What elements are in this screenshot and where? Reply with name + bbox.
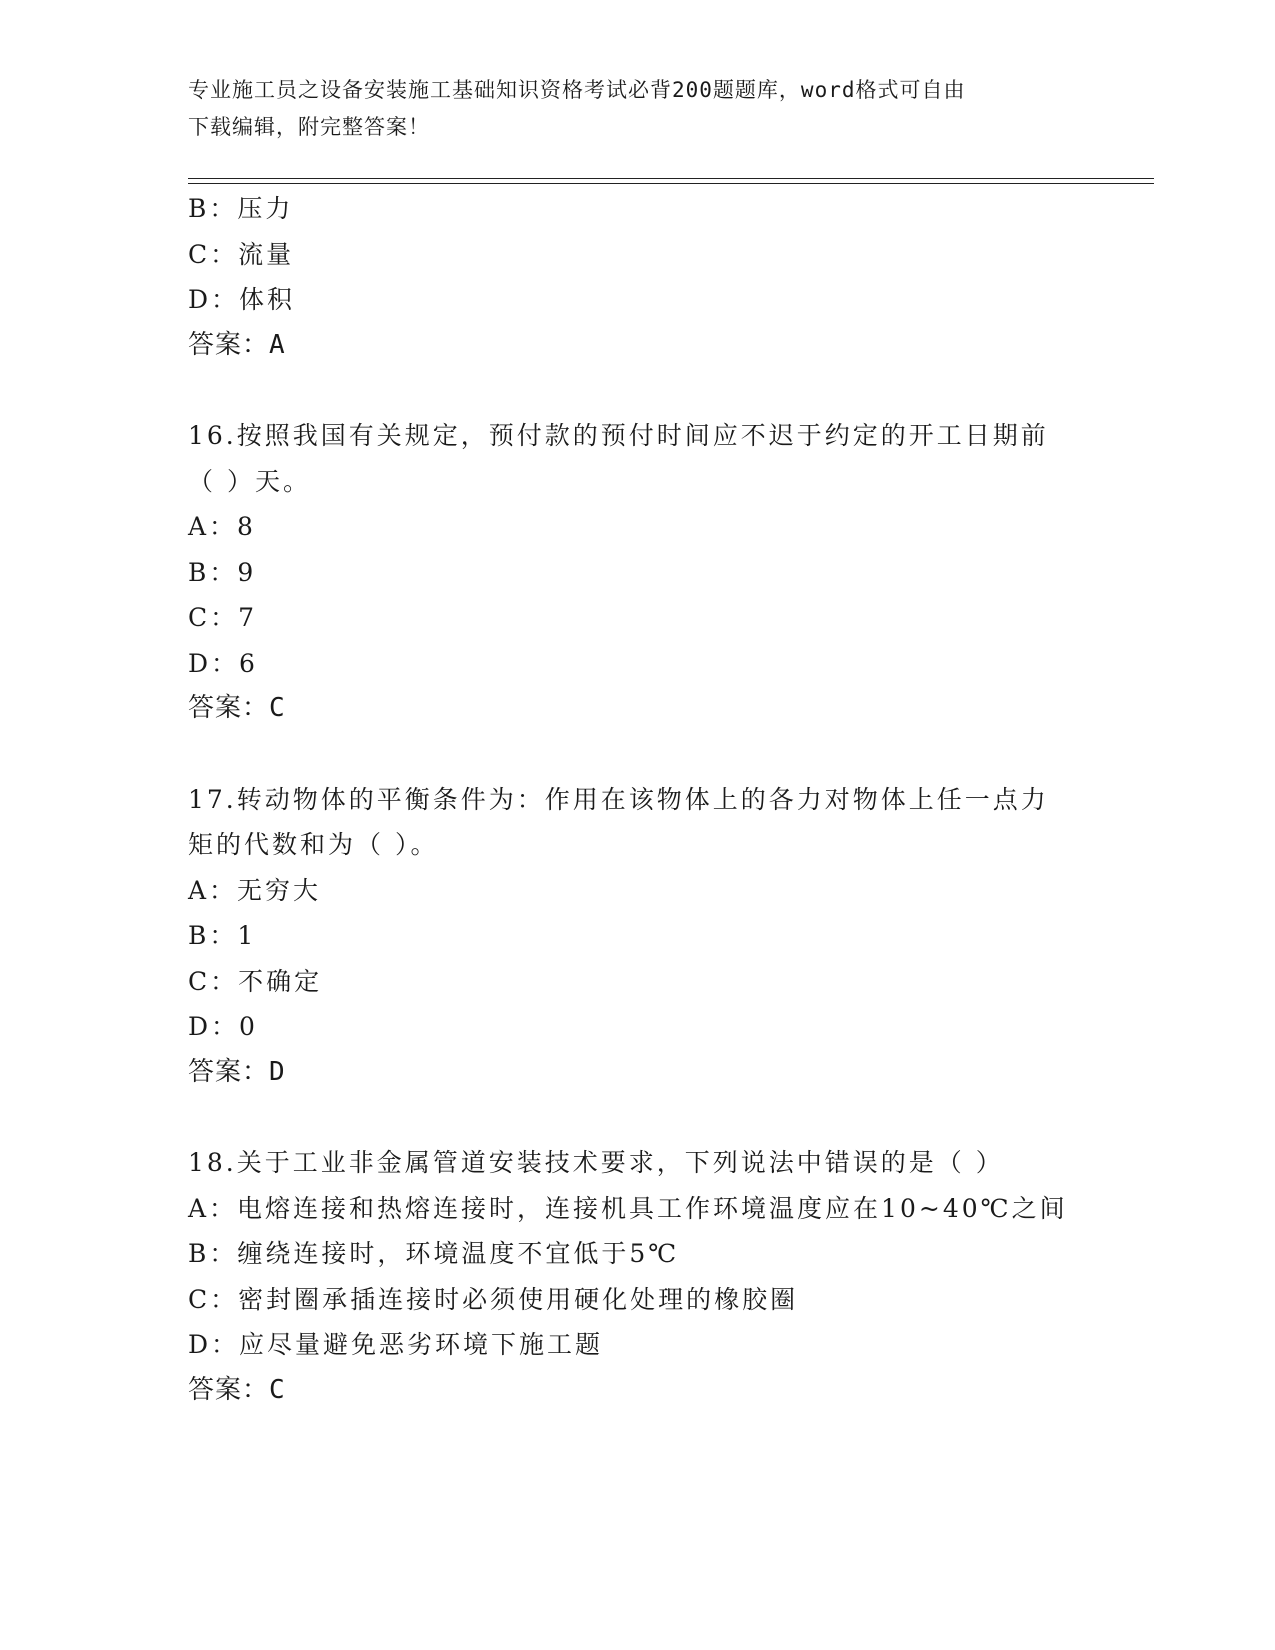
answer-line: 答案：C [188, 1374, 286, 1405]
option-d: D：6 [188, 648, 258, 678]
option-c: C：7 [188, 603, 258, 632]
answer-line: 答案：A [188, 329, 286, 360]
option-c: C：流量 [188, 239, 295, 269]
option-b: B：压力 [188, 194, 294, 223]
question-text-line-1: 18.关于工业非金属管道安装技术要求，下列说法中错误的是（ ） [188, 1148, 1004, 1177]
document-header [188, 72, 1088, 146]
option-d: D：0 [188, 1012, 258, 1041]
option-d: D：体积 [188, 285, 296, 314]
answer-line: 答案：D [188, 1056, 286, 1087]
header-rule-top [188, 178, 1154, 179]
option-a: A：无穷大 [188, 875, 322, 905]
header-line-1: 专业施工员之设备安装施工基础知识资格考试必背200题题库，word格式可自由 [188, 78, 966, 102]
question-text-line-1: 16.按照我国有关规定，预付款的预付时间应不迟于约定的开工日期前 [188, 421, 1049, 450]
option-b: B：1 [188, 921, 257, 950]
option-d: D：应尽量避免恶劣环境下施工题 [188, 1330, 604, 1359]
option-c: C：密封圈承插连接时必须使用硬化处理的橡胶圈 [188, 1284, 799, 1314]
document-body [188, 186, 1088, 1413]
question-text-line-2: （ ）天。 [188, 466, 311, 496]
header-line-2: 下载编辑，附完整答案！ [188, 115, 430, 139]
option-c: C：不确定 [188, 966, 323, 996]
answer-line: 答案：C [188, 693, 286, 723]
option-b: B：9 [188, 557, 257, 587]
option-a: A：电熔连接和热熔连接时，连接机具工作环境温度应在10~40℃之间 [188, 1193, 1068, 1223]
header-rule-bottom [188, 183, 1154, 184]
question-16 [188, 413, 1088, 732]
option-b: B：缠绕连接时，环境温度不宜低于5℃ [188, 1239, 680, 1268]
option-a: A：8 [188, 512, 256, 541]
question-text-line-1: 17.转动物体的平衡条件为：作用在该物体上的各力对物体上任一点力 [188, 784, 1049, 814]
question-18 [188, 1140, 1088, 1413]
question-15-continued [188, 186, 1088, 368]
question-text-line-2: 矩的代数和为（ ）。 [188, 830, 439, 859]
question-17 [188, 777, 1088, 1096]
